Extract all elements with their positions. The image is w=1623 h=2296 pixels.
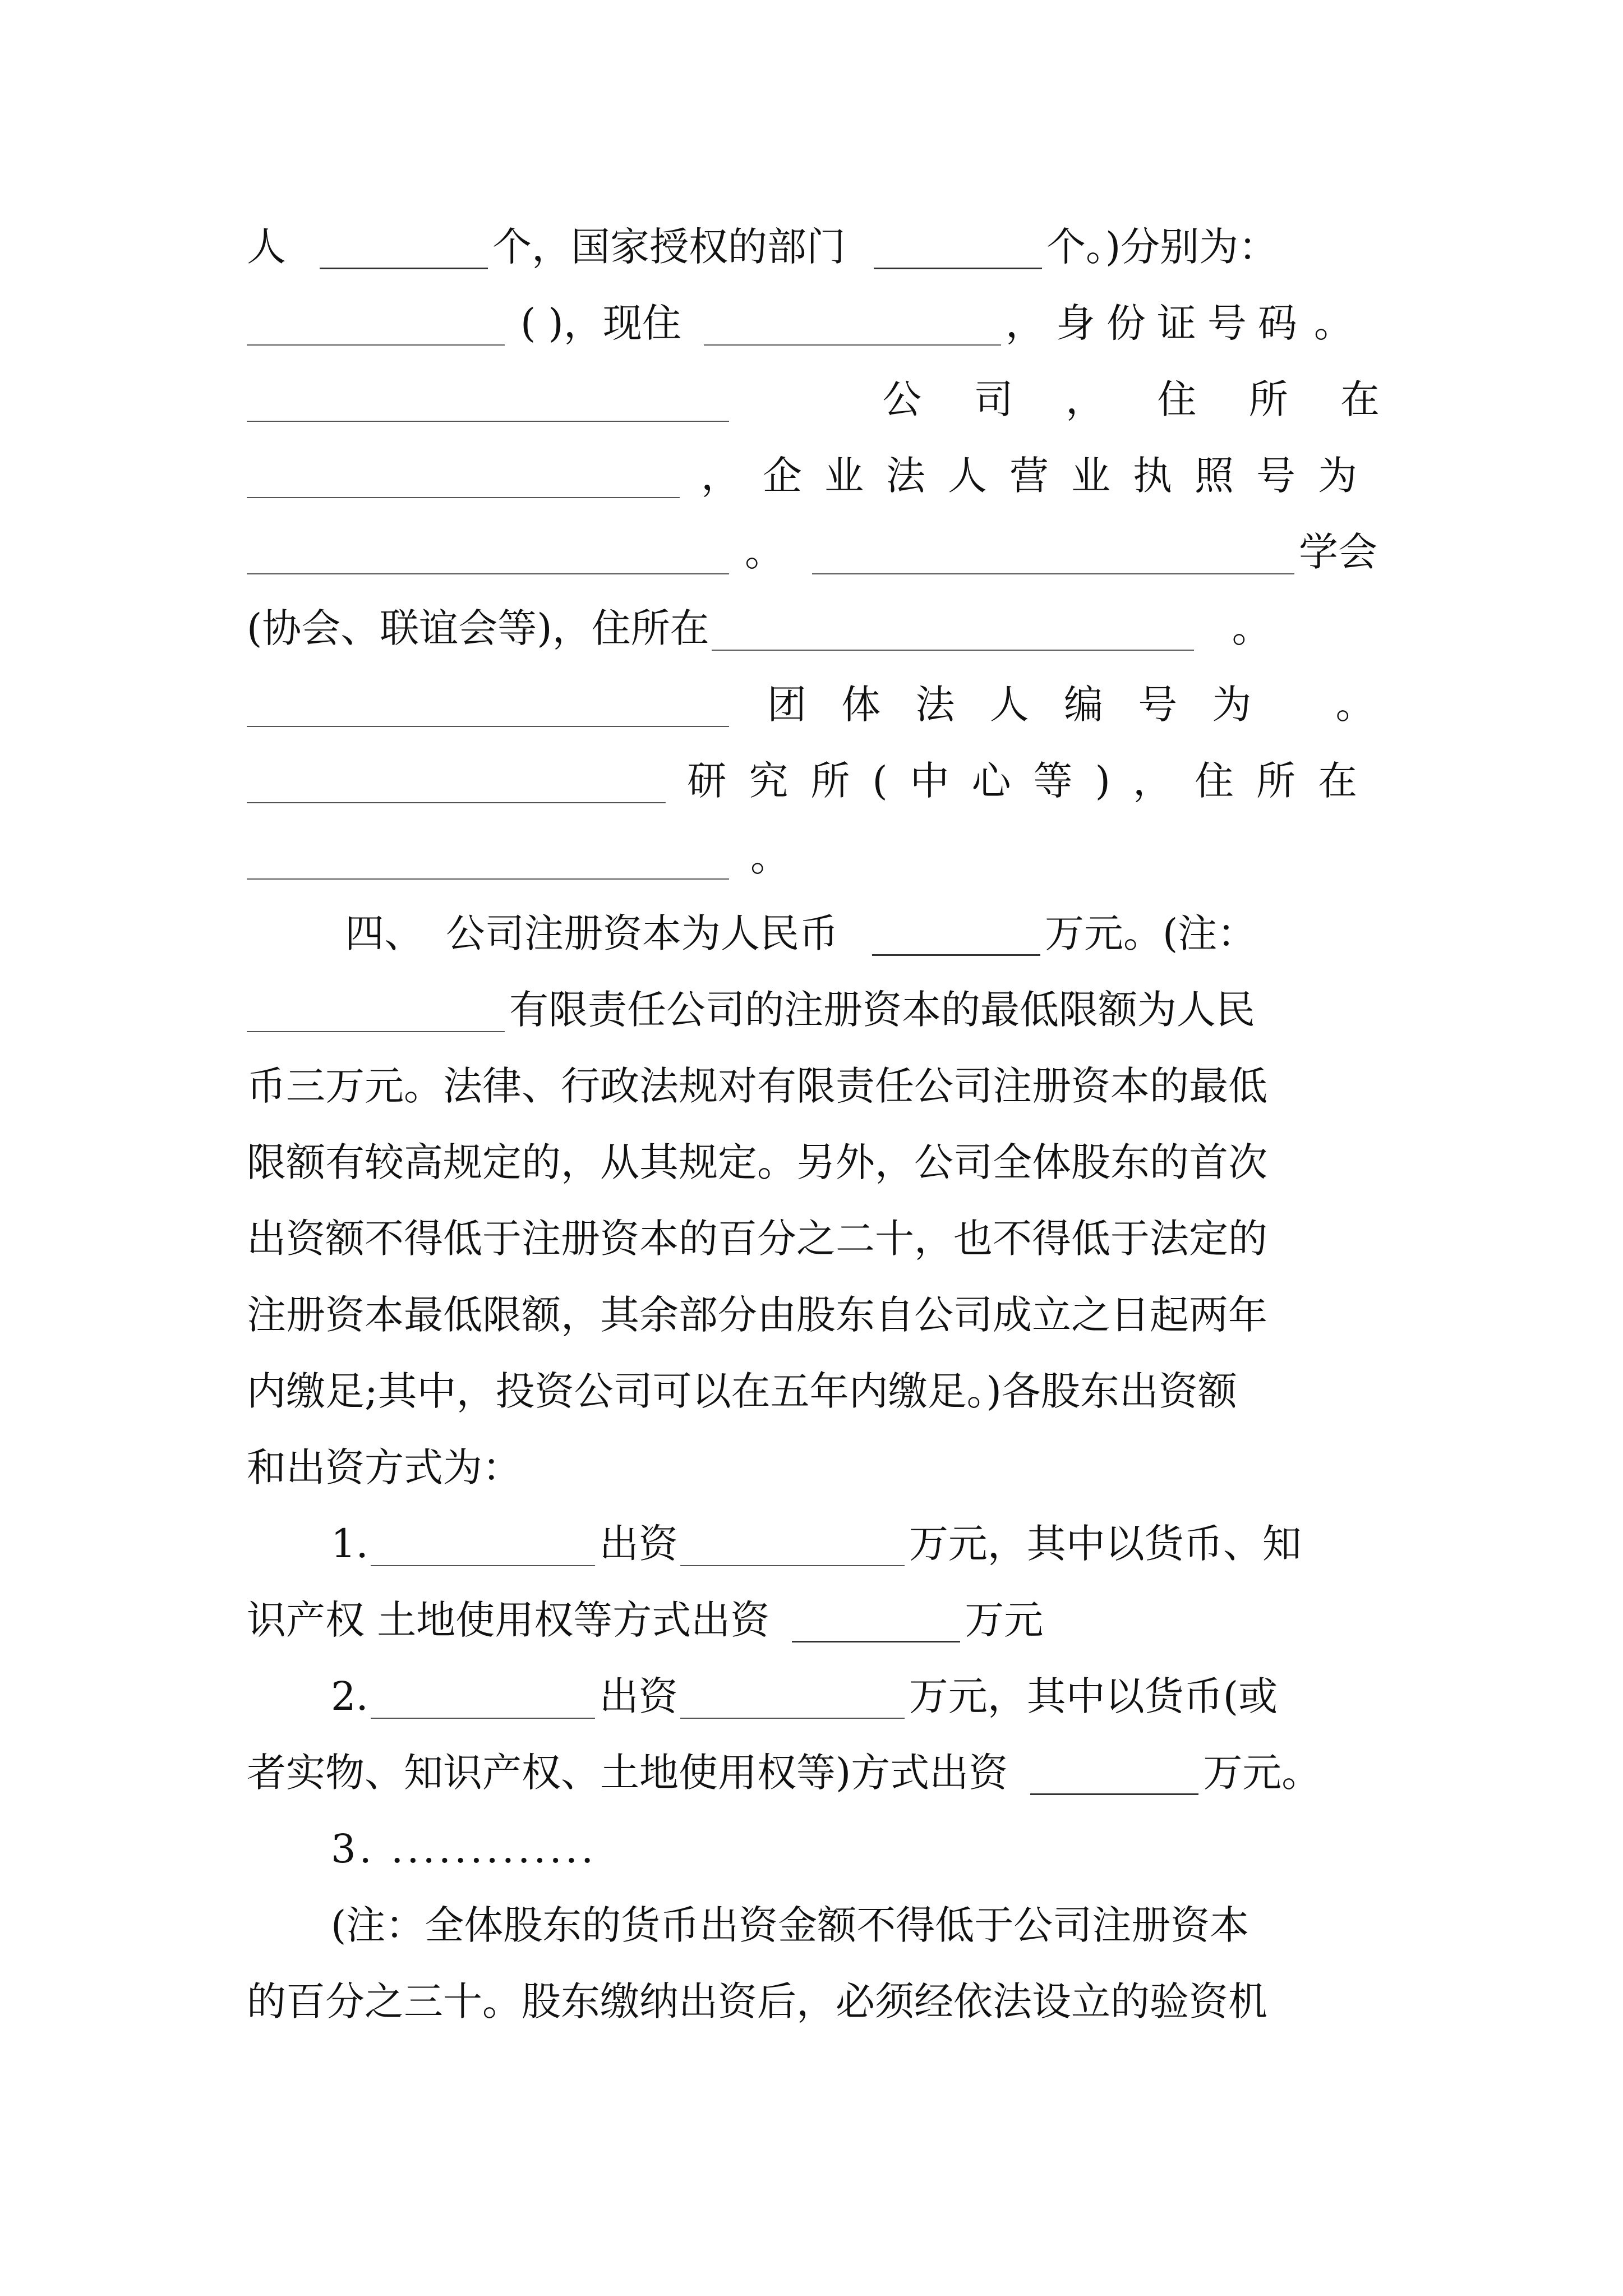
text: 人: [247, 224, 286, 270]
fill-blank[interactable]: [1030, 1743, 1198, 1795]
text-line: [247, 1124, 1380, 1200]
text: 3. .............: [331, 1826, 597, 1872]
fill-blank[interactable]: [874, 217, 1042, 269]
text: 四、: [345, 910, 423, 956]
fill-blank[interactable]: [320, 217, 488, 269]
text-line: [247, 285, 1380, 361]
text: ( )，现住: [520, 300, 681, 346]
text: (注：全体股东的货币出资金额不得低于公司注册资本: [331, 1902, 1249, 1948]
text: 出资额不得低于注册资本的百分之二十，也不得低于法定的: [247, 1216, 1267, 1262]
text: 注册资本最低限额，其余部分由股东自公司成立之日起两年: [247, 1292, 1267, 1338]
text: 住: [1157, 376, 1197, 422]
text: 司: [974, 376, 1013, 422]
fill-blank[interactable]: [812, 523, 1294, 574]
text-line: [331, 1811, 1380, 1887]
text: ，企业法人营业执照号为: [701, 453, 1380, 499]
text: 出资: [599, 1673, 678, 1719]
text-line: [331, 1658, 1380, 1734]
text-line: [247, 209, 1380, 285]
text-line: [247, 514, 1380, 590]
text-line: [247, 819, 1380, 895]
text-line: [345, 895, 1380, 972]
text: 币三万元。法律、行政法规对有限责任公司注册资本的最低: [247, 1063, 1267, 1109]
fill-blank[interactable]: [712, 599, 1194, 651]
text: 公司注册资本为人民币: [446, 910, 838, 956]
text: 学会: [1299, 529, 1377, 575]
text-line: [247, 1582, 1380, 1658]
fill-blank[interactable]: [247, 294, 505, 346]
text: 有限责任公司的注册资本的最低限额为人民: [509, 987, 1255, 1033]
fill-blank[interactable]: [680, 1667, 905, 1719]
text: 团 体 法 人 编 号 为: [767, 682, 1263, 728]
text: 1.: [331, 1521, 368, 1567]
text: 内缴足;其中，投资公司可以在五年内缴足。)各股东出资额: [247, 1368, 1237, 1414]
fill-blank[interactable]: [247, 447, 680, 498]
text-line: [247, 666, 1380, 743]
fill-blank[interactable]: [247, 752, 666, 803]
fill-blank[interactable]: [371, 1667, 595, 1719]
text: 万元，其中以货币、知: [909, 1521, 1302, 1567]
text: (协会、联谊会等)，住所在: [247, 605, 709, 651]
text-line: [247, 743, 1380, 819]
text-line: [331, 1887, 1380, 1963]
text: 个，国家授权的部门: [492, 224, 846, 270]
text: 。: [750, 834, 790, 880]
text: 。: [1313, 300, 1353, 346]
text-line: [247, 1048, 1380, 1124]
text: 。: [1232, 605, 1271, 651]
fill-blank[interactable]: [792, 1590, 960, 1642]
text: 出资: [599, 1521, 678, 1567]
text-line: [247, 1429, 1380, 1506]
fill-blank[interactable]: [247, 523, 729, 574]
fill-blank[interactable]: [872, 904, 1040, 956]
fill-blank[interactable]: [247, 675, 729, 727]
text: 识产权 土地使用权等方式出资: [247, 1597, 770, 1643]
fill-blank[interactable]: [247, 370, 729, 422]
text-line: [247, 1277, 1380, 1353]
text-line: [247, 438, 1380, 514]
text: 限额有较高规定的，从其规定。另外，公司全体股东的首次: [247, 1139, 1267, 1185]
text-line: [247, 361, 1380, 438]
text: 。: [1335, 682, 1375, 728]
text: 万元: [965, 1597, 1044, 1643]
text: 。: [745, 529, 784, 575]
text: 在: [1340, 376, 1380, 422]
text: 2.: [331, 1673, 368, 1719]
text: ，身份证号码: [1005, 300, 1308, 346]
fill-blank[interactable]: [371, 1515, 595, 1566]
text-line: [247, 590, 1380, 666]
fill-blank[interactable]: [247, 828, 729, 880]
text-line: [247, 972, 1380, 1048]
text-line: [247, 1200, 1380, 1277]
text: 者实物、知识产权、土地使用权等)方式出资: [247, 1750, 1008, 1796]
fill-blank[interactable]: [680, 1515, 905, 1566]
text-line: [247, 1353, 1380, 1429]
fill-blank[interactable]: [704, 294, 1001, 346]
text: ，: [1065, 376, 1105, 422]
fill-blank[interactable]: [247, 981, 505, 1032]
text: 个。)分别为：: [1046, 224, 1278, 270]
text-line: [247, 1963, 1380, 2040]
text: 所: [1248, 376, 1288, 422]
text: 万元，其中以货币(或: [909, 1673, 1278, 1719]
text: 的百分之三十。股东缴纳出资后，必须经依法设立的验资机: [247, 1978, 1267, 2024]
text: 研究所(中心等)，住所在: [687, 758, 1380, 804]
text: 公: [882, 376, 922, 422]
text-line: [331, 1506, 1380, 1582]
text: 和出资方式为：: [247, 1444, 522, 1490]
text-line: [247, 1734, 1380, 1811]
text: 万元。: [1203, 1750, 1321, 1796]
text: 万元。(注：: [1045, 910, 1257, 956]
